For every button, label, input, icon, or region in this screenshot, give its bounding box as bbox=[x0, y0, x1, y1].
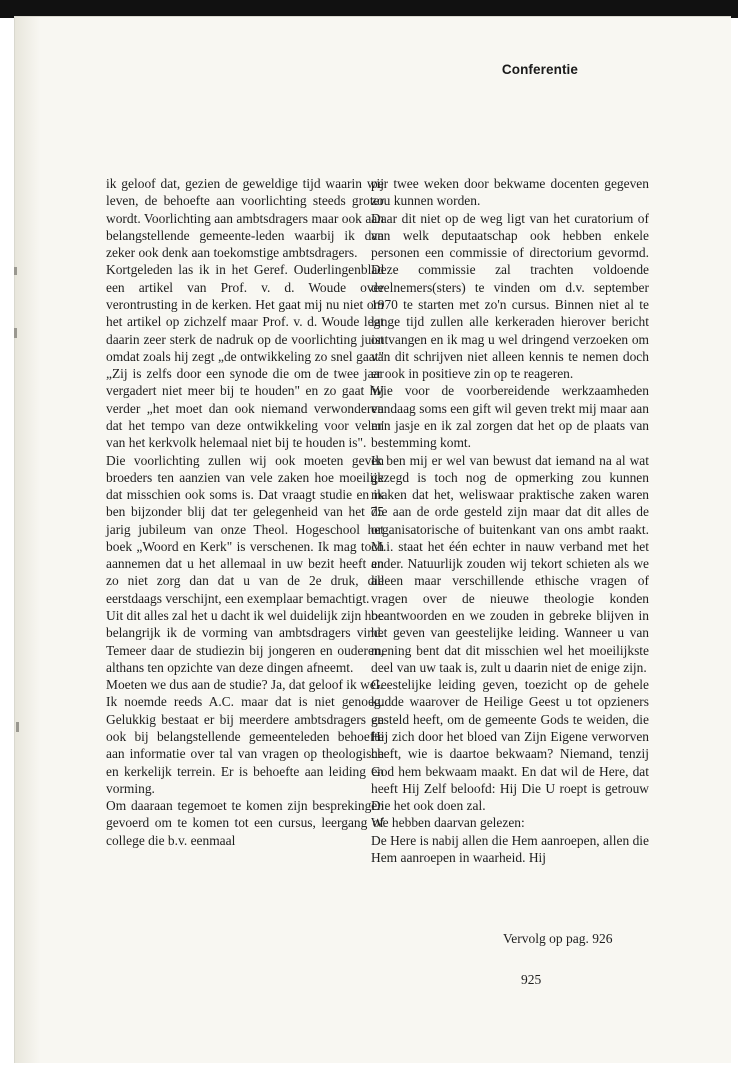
right-column bbox=[371, 175, 649, 866]
paragraph: Ik noemde reeds A.C. maar dat is niet genoeg. Gelukkig bestaat er bij meerdere ambtsdragers en ook bij belangstellende gemeenteleden behoefte aan informatie over tal van vragen op theologisch en kerkelijk terrein. Er is behoefte aan leiding en vorming. bbox=[106, 694, 384, 796]
paragraph: We hebben daarvan gelezen: bbox=[371, 815, 525, 831]
paragraph: Wie voor de voorbereidende werkzaamheden vandaag soms een gift wil geven trekt mij maar aan m'n jasje en ik zal zorgen dat het op de plaats van bestemming komt. bbox=[371, 383, 649, 451]
paragraph: Daar dit niet op de weg ligt van het curatorium of van welk deputaatschap ook hebben enkele personen een commissie of directorium gevormd. Deze commissie zal trachten voldoende deelnemers(sters) te vinden om d.v. september 1970 te starten met zo'n cursus. Binnen niet al te lange tijd zullen alle kerkeraden hierover bericht ontvangen en ik mag u wel dringend verzoeken om van dit schrijven niet alleen kennis te nemen doch er ook in positieve zin op te reageren. bbox=[371, 210, 649, 382]
margin-mark bbox=[14, 267, 17, 275]
page-spine-shadow bbox=[15, 17, 41, 1063]
margin-mark bbox=[16, 722, 19, 732]
paragraph: per twee weken door bekwame docenten gegeven zou kunnen worden. bbox=[371, 176, 649, 209]
paragraph: Moeten we dus aan de studie? Ja, dat geloof ik wel. bbox=[106, 677, 383, 693]
section-header: Conferentie bbox=[501, 62, 578, 77]
page-number: 925 bbox=[521, 972, 542, 987]
paragraph: De Here is nabij allen die Hem aanroepen, allen die Hem aanroepen in waarheid. Hij bbox=[371, 832, 649, 865]
paragraph: Ik ben mij er wel van bewust dat iemand na al wat gezegd is toch nog de opmerking zou kunnen maken dat het, weliswaar praktische zaken waren die aan de orde gesteld zijn maar dat dit alles de organisatorische of buitenkant van ons ambt raakt. M.i. staat het één echter in nauw verband met het ander. Natuurlijk zouden wij tekort schieten als we alleen maar verschillende ethische vragen of vragen over de nieuwe theologie konden beantwoorden en we zouden in gebreke blijven in het geven van geestelijke leiding. Wanneer u van mening bent dat dit misschien wel het moeilijkste deel van uw taak is, zult u daarin niet de enige zijn. bbox=[371, 452, 649, 675]
paragraph: Die voorlichting zullen wij ook moeten geven broeders ten aanzien van vele zaken hoe moeilijk dat misschien ook soms is. Dat vraagt studie en ik ben bijzonder blij dat ter gelegenheid van het 75 jarig jubileum van onze Theol. Hogeschool het boek „Woord en Kerk" is verschenen. Ik mag toch aannemen dat u het allemaal in uw bezit heeft en zo niet zorg dan dat u van de 2e druk, die eerstdaags verschijnt, een exemplaar bemachtigt. bbox=[106, 452, 384, 606]
paragraph: Om daaraan tegemoet te komen zijn besprekingen gevoerd om te komen tot een cursus, leergang of college die b.v. eenmaal bbox=[106, 798, 384, 848]
margin-mark bbox=[14, 328, 17, 338]
paragraph: Geestelijke leiding geven, toezicht op de gehele kudde waarover de Heilige Geest u tot opzieners gesteld heeft, om de gemeente Gods te weiden, die Hij zich door het bloed van Zijn Eigene verworven heeft, wie is daartoe bekwaam? Niemand, tenzij God hem bekwaam maakt. En dat wil de Here, dat heeft Hij Zelf beloofd: Hij Die U roept is getrouw Die het ook doen zal. bbox=[371, 677, 649, 814]
left-column bbox=[106, 175, 384, 849]
continuation-note: Vervolg op pag. 926 bbox=[503, 931, 613, 946]
paragraph: Kortgeleden las ik in het Geref. Ouderlingenblad een artikel van Prof. v. d. Woude over verontrusting in de kerken. Het gaat mij nu niet om het artikel op zichzelf maar Prof. v. d. Woude legt daarin zeer sterk de nadruk op de voorlichting juist omdat zoals hij zegt „de ontwikkeling zo snel gaat" „Zij is zelfs door een synode die om de twee jaar vergadert niet meer bij te houden" en zo gaat hij verder „het moet dan ook niemand verwonderen dat het tempo van deze ontwikkeling voor velen van het kerkvolk helemaal niet bij te houden is". bbox=[106, 262, 384, 451]
paragraph: ik geloof dat, gezien de geweldige tijd waarin wij leven, de behoefte aan voorlichting steeds groter wordt. Voorlichting aan ambtsdragers maar ook aan belangstellende gemeente-leden waarbij ik dan zeker ook denk aan toekomstige ambtsdragers. bbox=[106, 176, 384, 261]
paragraph: Uit dit alles zal het u dacht ik wel duidelijk zijn hoe belangrijk ik de vorming van ambtsdragers vind. Temeer daar de studiezin bij jongeren en ouderen, althans ten opzichte van deze dingen afneemt. bbox=[106, 608, 385, 675]
